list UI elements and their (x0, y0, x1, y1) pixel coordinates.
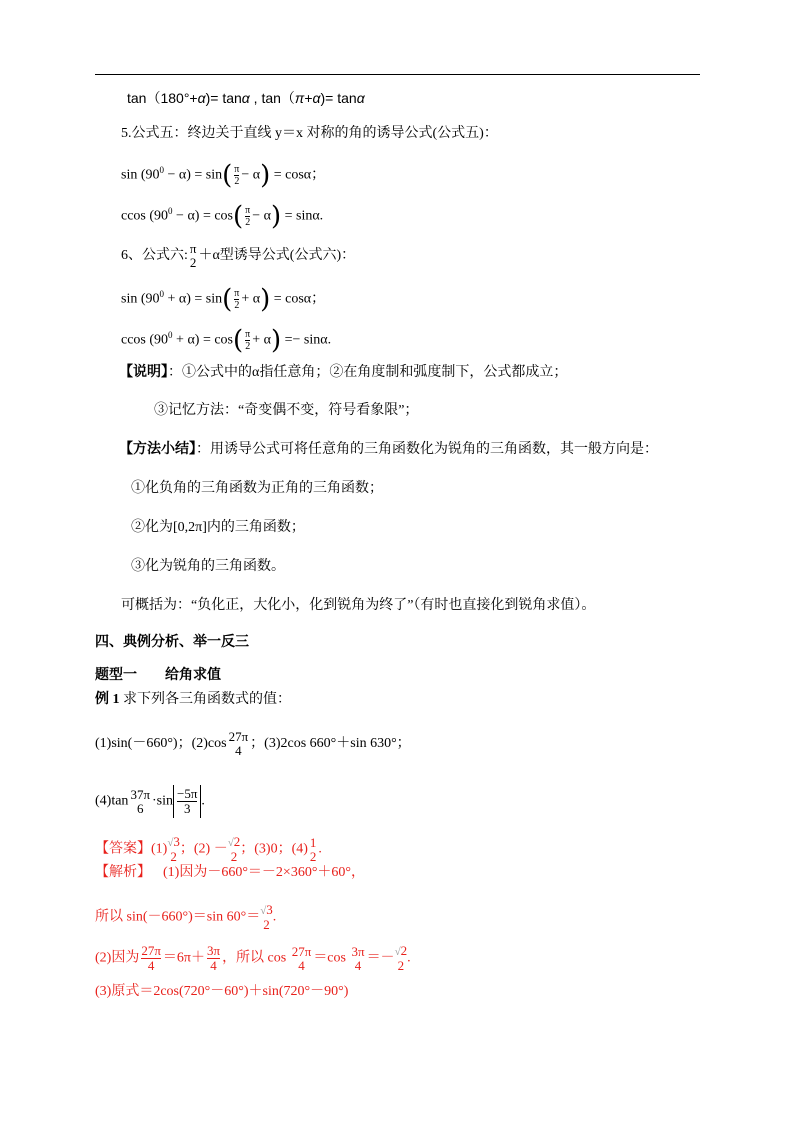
step-3: ③化为锐角的三角函数。 (131, 559, 285, 574)
example-line-1: (1)sin(－660°)；(2)cos 27π 4 ；(3)2cos 660°＋sin 630°； (95, 729, 411, 758)
example-1: 例 1 求下列各三角函数式的值： (95, 692, 291, 707)
formula6-title: 6、公式六: π 2 ＋α型诱导公式(公式六)： (121, 241, 356, 270)
formula5-sin: $\sin (90^0 - \alpha) = \sin$( $\frac{\pi}{2}$ − α) = cosα； (121, 160, 326, 191)
method-summary: 【方法小结】：用诱导公式可将任意角的三角函数化为锐角的三角函数，其一般方向是： (119, 442, 658, 457)
example-line-2: (4)tan 37π 6 ·sin $\frac{-5\pi}{3}$ . (95, 786, 205, 816)
formula5-title: 5.公式五：终边关于直线 y＝x 对称的角的诱导公式(公式五)： (121, 126, 498, 141)
note-memory: ③记忆方法：“奇变偶不变，符号看象限”； (154, 403, 419, 418)
step-1: ①化负角的三角函数为正角的三角函数； (131, 481, 383, 496)
section-heading: 四、典例分析、举一反三 (95, 635, 249, 650)
solution-1: 所以 sin(－660°)＝sin 60°＝ √3 2 . (95, 902, 277, 932)
summary-line: 可概括为：“负化正，大化小，化到锐角为终了”（有时也直接化到锐角求值）。 (121, 598, 596, 613)
analysis-line: 【解析】 (1)因为－660°＝－2×360°＋60°， (95, 865, 366, 880)
solution-2: (2)因为 $\frac{27\pi}{4}$ ＝6π＋ $\frac{3\pi}{4}$ ，所以 cos 27π 4 ＝cos 3π 4 ＝－ √2 2 . (95, 943, 411, 973)
answer-line: 【答案】(1) √3 2 ；(2) － √2 2 ；(3)0；(4) 1 2 . (95, 834, 322, 864)
header-rule (95, 74, 700, 75)
step-2: ②化为[0,2π]内的三角函数； (131, 520, 305, 535)
note-line: 【说明】：①公式中的α指任意角；②在角度制和弧度制下，公式都成立； (119, 365, 568, 380)
formula6-cos: ccos $(90^0 + \alpha) = \cos$( $\frac{\pi}{2}$ + α) =− sinα. (121, 325, 332, 356)
tan-formula-line: tan（180°+α)= tanα , tan（π+α)= tanα (127, 90, 365, 106)
formula6-sin: $\sin (90^0 + \alpha) = \sin$( $\frac{\pi}{2}$ + α) = cosα； (121, 284, 326, 315)
type-heading: 题型一 给角求值 (95, 668, 221, 683)
solution-3: (3)原式＝2cos(720°－60°)＋sin(720°－90°) (95, 984, 349, 999)
formula5-cos: ccos $(90^0 - \alpha) = \cos$( $\frac{\pi}{2}$ − α) = sinα. (121, 201, 324, 232)
